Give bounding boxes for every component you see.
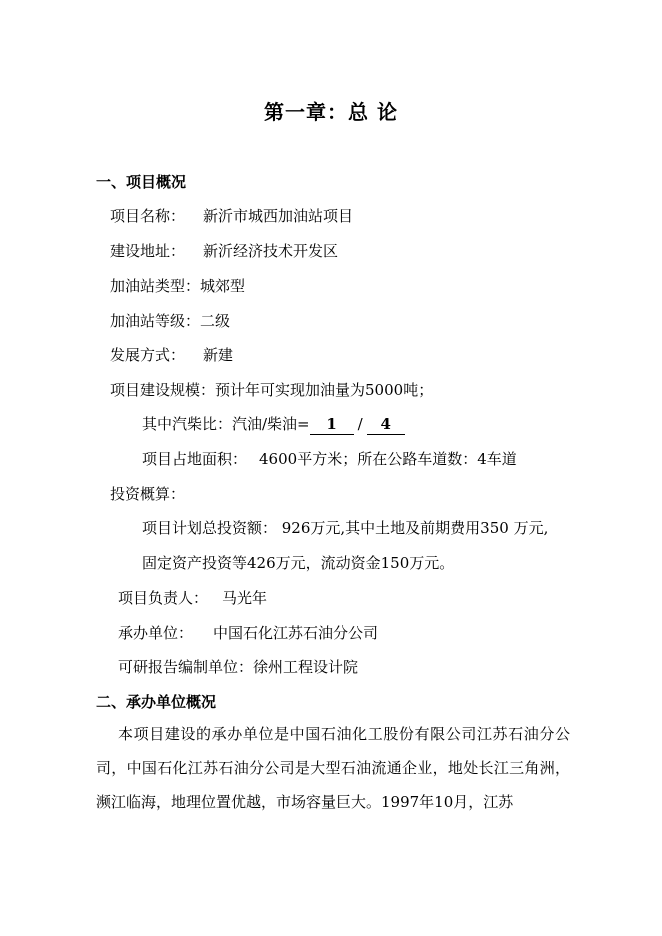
report-unit-label: 可研报告编制单位：	[118, 658, 254, 676]
development-mode-value: 新建	[203, 346, 234, 364]
station-type-label: 加油站类型：	[110, 277, 201, 295]
host-unit-label: 承办单位：	[118, 624, 194, 642]
project-leader-value: 马光年	[222, 589, 268, 607]
station-grade-row	[110, 311, 230, 331]
section-heading-overview: 一、项目概况	[96, 173, 187, 191]
station-grade-value: 二级	[200, 312, 231, 330]
fuel-ratio-label: 其中汽柴比：汽油/柴油=	[142, 415, 310, 433]
page-title: 第一章：总 论	[264, 100, 398, 124]
project-name-label: 项目名称：	[110, 207, 186, 225]
report-unit-row	[118, 657, 358, 677]
scale-row	[110, 380, 433, 400]
address-row	[110, 241, 338, 261]
fuel-ratio-gas: 1	[310, 414, 354, 435]
project-leader-label: 项目负责人：	[118, 589, 209, 607]
address-value: 新沂经济技术开发区	[203, 242, 339, 260]
host-unit-row	[118, 623, 378, 643]
host-unit-value: 中国石化江苏石油分公司	[213, 624, 379, 642]
address-label: 建设地址：	[110, 242, 186, 260]
investment-label: 投资概算：	[110, 485, 186, 503]
land-area-value: 4600平方米；所在公路车道数：4车道	[259, 450, 517, 468]
section-heading-host-unit: 二、承办单位概况	[96, 693, 217, 711]
investment-line-1: 项目计划总投资额： 926万元,其中土地及前期费用350 万元,	[142, 519, 549, 537]
investment-line-2: 固定资产投资等426万元，流动资金150万元。	[142, 554, 455, 572]
report-unit-value: 徐州工程设计院	[253, 658, 359, 676]
project-name-value: 新沂市城西加油站项目	[203, 207, 354, 225]
scale-value: 预计年可实现加油量为5000吨；	[215, 381, 434, 399]
scale-label: 项目建设规模：	[110, 381, 216, 399]
development-mode-label: 发展方式：	[110, 346, 186, 364]
development-mode-row	[110, 345, 233, 365]
project-name-row	[110, 206, 353, 226]
project-leader-row	[118, 588, 267, 608]
land-area-row	[142, 449, 517, 469]
host-unit-paragraph: 本项目建设的承办单位是中国石油化工股份有限公司江苏石油分公司，中国石化江苏石油分公司是大型石油流通企业，地处长江三角洲，濒江临海，地理位置优越，市场容量巨大。1997年10月，江苏	[96, 725, 570, 811]
fuel-ratio-row	[142, 414, 405, 435]
station-type-value: 城郊型	[200, 277, 246, 295]
land-area-label: 项目占地面积：	[142, 450, 248, 468]
station-grade-label: 加油站等级：	[110, 312, 201, 330]
fuel-ratio-separator: /	[357, 415, 363, 433]
fuel-ratio-diesel: 4	[367, 414, 405, 435]
station-type-row	[110, 276, 245, 296]
